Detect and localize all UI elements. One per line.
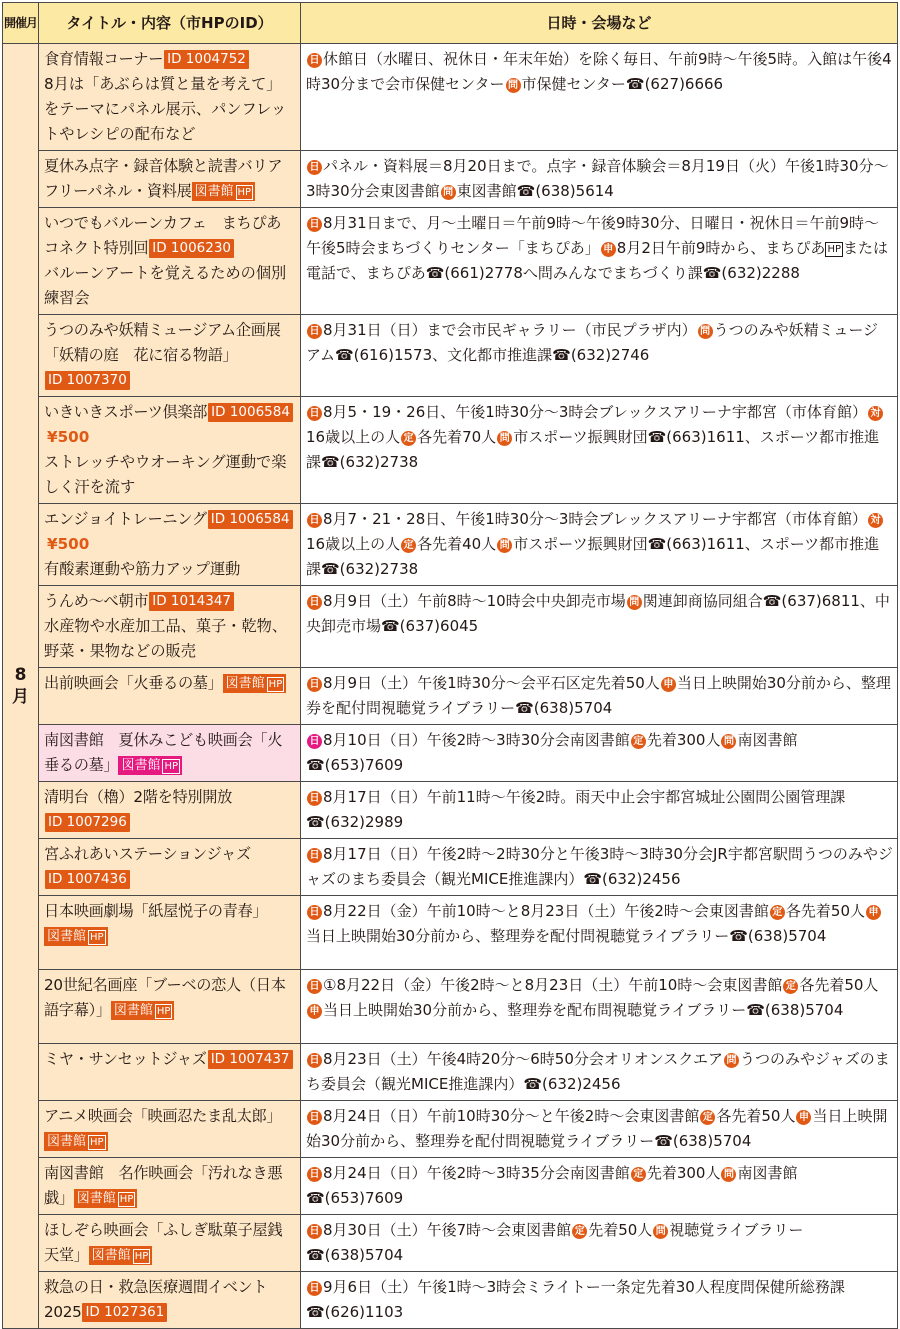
inquiry-mark-icon: 問 bbox=[627, 595, 642, 610]
event-title-cell bbox=[39, 1158, 301, 1215]
event-id-badge[interactable]: ID 1007436 bbox=[45, 870, 130, 889]
event-detail-cell bbox=[301, 315, 898, 397]
event-title: 宮ふれあいステーションジャズ bbox=[44, 845, 251, 863]
event-id-badge[interactable]: ID 1007437 bbox=[208, 1050, 293, 1069]
event-title-cell bbox=[39, 1101, 301, 1158]
inquiry-mark-icon: 問 bbox=[698, 324, 713, 339]
event-detail-cell bbox=[301, 782, 898, 839]
detail-text: 日 8月22日（金）午前10時～と8月23日（土）午後2時～会東図書館 定 各先着50人 申当日上映開始30分前から、整理券を配付問視聴覚ライブラリー☎(638)5704 bbox=[306, 902, 882, 945]
event-id-badge[interactable]: ID 1007296 bbox=[45, 813, 130, 832]
table-row bbox=[3, 504, 898, 586]
event-detail-cell bbox=[301, 151, 898, 208]
inquiry-mark-icon: 問 bbox=[721, 734, 736, 749]
event-title: エンジョイトレーニング bbox=[44, 510, 207, 528]
date-mark-icon: 日 bbox=[307, 595, 322, 610]
table-row bbox=[3, 1272, 898, 1329]
event-detail-cell bbox=[301, 1272, 898, 1329]
table-row bbox=[3, 668, 898, 725]
events-table bbox=[2, 2, 898, 1329]
inquiry-mark-icon: 問 bbox=[506, 78, 521, 93]
event-detail-cell bbox=[301, 397, 898, 504]
event-detail-cell bbox=[301, 586, 898, 668]
detail-text: 日 ①8月22日（金）午後2時～と8月23日（土）午前10時～会東図書館 定 各先着50人申 当日上映開始30分前から、整理券を配布問視聴覚ライブラリー☎(638)5704 bbox=[306, 976, 878, 1019]
event-title: いつでもバルーンカフェ まちぴあコネクト特別回 bbox=[44, 214, 282, 257]
event-id-badge[interactable]: ID 1006584 bbox=[208, 510, 293, 529]
event-id-badge[interactable]: ID 1006584 bbox=[208, 403, 293, 422]
date-mark-icon: 日 bbox=[307, 905, 322, 920]
event-title-cell bbox=[39, 151, 301, 208]
date-mark-icon: 日 bbox=[307, 1167, 322, 1182]
event-title: 食育情報コーナー bbox=[44, 50, 164, 68]
table-row bbox=[3, 208, 898, 315]
event-detail-cell bbox=[301, 725, 898, 782]
table-header-row bbox=[3, 3, 898, 44]
event-title: 20世紀名画座「ブーベの恋人（日本語字幕）」 bbox=[44, 976, 286, 1019]
library-hp-tag[interactable]: 図書館 HP bbox=[44, 927, 108, 946]
detail-text: 日 8月10日（日）午後2時～3時30分会南図書館 定 先着300人 問 南図書館☎(653)7609 bbox=[306, 731, 798, 774]
event-detail-cell bbox=[301, 208, 898, 315]
event-detail-cell bbox=[301, 1044, 898, 1101]
library-hp-tag[interactable]: 図書館 HP bbox=[111, 1001, 175, 1020]
event-title-cell bbox=[39, 839, 301, 896]
hp-box-icon: HP bbox=[164, 761, 179, 772]
event-title-cell bbox=[39, 315, 301, 397]
fee-label: ¥500 bbox=[47, 428, 90, 446]
event-title-cell bbox=[39, 1272, 301, 1329]
event-title-cell bbox=[39, 725, 301, 782]
event-title: いきいきスポーツ倶楽部 bbox=[44, 403, 208, 421]
event-detail-cell bbox=[301, 504, 898, 586]
library-hp-tag[interactable]: 図書館 HP bbox=[74, 1189, 138, 1208]
table-row bbox=[3, 1044, 898, 1101]
event-title-cell bbox=[39, 782, 301, 839]
table-row bbox=[3, 44, 898, 151]
inquiry-mark-icon: 問 bbox=[653, 1224, 668, 1239]
event-description: バルーンアートを覚えるための個別練習会 bbox=[44, 264, 287, 307]
event-id-badge[interactable]: ID 1014347 bbox=[149, 592, 234, 611]
target-mark-icon: 対 bbox=[868, 406, 883, 421]
event-description: ストレッチやウオーキング運動で楽しく汗を流す bbox=[44, 453, 287, 496]
table-row bbox=[3, 151, 898, 208]
header-detail: 日時・会場など bbox=[301, 3, 898, 44]
apply-mark-icon: 申 bbox=[601, 242, 616, 257]
event-detail-cell bbox=[301, 1215, 898, 1272]
event-detail-cell bbox=[301, 1101, 898, 1158]
event-title-cell bbox=[39, 586, 301, 668]
hp-box-icon: HP bbox=[134, 1251, 149, 1262]
capacity-mark-icon: 定 bbox=[572, 1224, 587, 1239]
event-title: 夏休み点字・録音体験と読書バリアフリーパネル・資料展 bbox=[44, 157, 283, 200]
header-title: タイトル・内容（市HPのID） bbox=[39, 3, 301, 44]
event-id-badge[interactable]: ID 1027361 bbox=[82, 1303, 167, 1322]
event-id-badge[interactable]: ID 1006230 bbox=[149, 239, 234, 258]
capacity-mark-icon: 定 bbox=[631, 734, 646, 749]
detail-text: 日 8月17日（日）午後2時～2時30分と午後3時～3時30分会JR宇都宮駅問うつのみやジャズのまち委員会（観光MICE推進課内）☎(632)2456 bbox=[306, 845, 893, 888]
target-mark-icon: 対 bbox=[868, 513, 883, 528]
event-detail-cell bbox=[301, 1158, 898, 1215]
capacity-mark-icon: 定 bbox=[770, 905, 785, 920]
detail-text: 日 8月30日（土）午後7時～会東図書館 定 先着50人 問 視聴覚ライブラリー☎(638)5704 bbox=[306, 1221, 804, 1264]
capacity-mark-icon: 定 bbox=[783, 979, 798, 994]
event-id-badge[interactable]: ID 1004752 bbox=[164, 50, 249, 69]
capacity-mark-icon: 定 bbox=[631, 1167, 646, 1182]
detail-text: 日 8月9日（土）午前8時～10時会中央卸売市場 問 関連卸商協同組合☎(637)6811、中央卸売市場☎(637)6045 bbox=[306, 592, 890, 635]
event-description: 8月は「あぶらは質と量を考えて」をテーマにパネル展示、パンフレットやレシピの配布など bbox=[44, 75, 287, 143]
table-row bbox=[3, 896, 898, 970]
event-detail-cell bbox=[301, 896, 898, 970]
apply-mark-icon: 申 bbox=[796, 1110, 811, 1125]
apply-mark-icon: 申 bbox=[661, 677, 676, 692]
date-mark-icon: 日 bbox=[307, 734, 322, 749]
detail-text: 日 8月9日（土）午後1時30分～会平石区定先着50人 申 当日上映開始30分前から、整理券を配付問視聴覚ライブラリー☎(638)5704 bbox=[306, 674, 891, 717]
date-mark-icon: 日 bbox=[307, 324, 322, 339]
inquiry-mark-icon: 問 bbox=[441, 185, 456, 200]
event-title-cell bbox=[39, 896, 301, 970]
event-title: 南図書館 夏休みこども映画会「火垂るの墓」 bbox=[44, 731, 283, 774]
event-detail-cell bbox=[301, 668, 898, 725]
table-row bbox=[3, 782, 898, 839]
date-mark-icon: 日 bbox=[307, 1224, 322, 1239]
date-mark-icon: 日 bbox=[307, 791, 322, 806]
event-title: ミヤ・サンセットジャズ bbox=[44, 1050, 207, 1068]
date-mark-icon: 日 bbox=[307, 513, 322, 528]
table-row bbox=[3, 1101, 898, 1158]
detail-text: 日 8月31日まで、月～土曜日＝午前9時～午後9時30分、日曜日・祝休日＝午前9時～午後5時会まちづくりセンター「まちぴあ」 申 8月2日午前9時から、まちぴあ HP または電話で、まちぴあ☎(661)2778へ問みんなでまちづくり課☎(632)2288 bbox=[306, 214, 889, 282]
library-hp-tag[interactable]: 図書館 HP bbox=[192, 182, 256, 201]
inquiry-mark-icon: 問 bbox=[497, 538, 512, 553]
date-mark-icon: 日 bbox=[307, 1281, 322, 1296]
table-row bbox=[3, 397, 898, 504]
event-title: 南図書館 名作映画会「汚れなき悪戯」 bbox=[44, 1164, 283, 1207]
capacity-mark-icon: 定 bbox=[401, 431, 416, 446]
hp-box-icon: HP bbox=[156, 1006, 171, 1017]
table-row bbox=[3, 586, 898, 668]
table-row bbox=[3, 970, 898, 1044]
event-title-cell bbox=[39, 44, 301, 151]
detail-text: 日 8月24日（日）午前10時30分～と午後2時～会東図書館 定 各先着50人 申 当日上映開始30分前から、整理券を配付問視聴覚ライブラリー☎(638)5704 bbox=[306, 1107, 888, 1150]
apply-mark-icon: 申 bbox=[307, 1004, 322, 1019]
event-detail-cell bbox=[301, 44, 898, 151]
table-row bbox=[3, 725, 898, 782]
event-title: アニメ映画会「映画忍たま乱太郎」 bbox=[44, 1107, 282, 1125]
event-title-cell bbox=[39, 1215, 301, 1272]
date-mark-icon: 日 bbox=[307, 1053, 322, 1068]
date-mark-icon: 日 bbox=[307, 53, 322, 68]
table-row bbox=[3, 315, 898, 397]
month-cell bbox=[3, 44, 39, 1329]
table-row bbox=[3, 1215, 898, 1272]
event-title-cell bbox=[39, 970, 301, 1044]
detail-text: 日 8月31日（日）まで会市民ギャラリー（市民プラザ内） 問 うつのみや妖精ミュージアム☎(616)1573、文化都市推進課☎(632)2746 bbox=[306, 321, 879, 364]
capacity-mark-icon: 定 bbox=[401, 538, 416, 553]
hp-box-icon: HP bbox=[268, 679, 283, 690]
date-mark-icon: 日 bbox=[307, 677, 322, 692]
event-title: 出前映画会「火垂るの墓」 bbox=[44, 674, 223, 692]
detail-text: 日 9月6日（土）午後1時～3時会ミライトー一条定先着30人程度問保健所総務課☎(626)1103 bbox=[306, 1278, 845, 1321]
event-title: 日本映画劇場「紙屋悦子の青春」 bbox=[44, 902, 268, 920]
detail-text: 日 8月23日（土）午後4時20分～6時50分会オリオンスクエア 問 うつのみやジャズのまち委員会（観光MICE推進課内）☎(632)2456 bbox=[306, 1050, 890, 1093]
event-title-cell bbox=[39, 504, 301, 586]
apply-mark-icon: 申 bbox=[866, 905, 881, 920]
library-hp-tag[interactable]: 図書館 HP bbox=[44, 1132, 108, 1151]
date-mark-icon: 日 bbox=[307, 979, 322, 994]
library-hp-tag[interactable]: 図書館 HP bbox=[89, 1246, 153, 1265]
event-title: 救急の日・救急医療週間イベント2025 bbox=[44, 1278, 268, 1321]
detail-text: 日 8月7・21・28日、午後1時30分～3時会ブレックスアリーナ宇都宮（市体育館） 対16歳以上の人 定 各先着40人 問 市スポーツ振興財団☎(663)1611、スポーツ都市推進課☎(632)2738 bbox=[306, 510, 884, 578]
event-detail-cell bbox=[301, 970, 898, 1044]
event-id-badge[interactable]: ID 1007370 bbox=[45, 371, 130, 390]
event-title-cell bbox=[39, 397, 301, 504]
detail-text: 日 8月24日（日）午後2時～3時35分会南図書館 定 先着300人 問 南図書館☎(653)7609 bbox=[306, 1164, 798, 1207]
event-title: うつのみや妖精ミュージアム企画展「妖精の庭 花に宿る物語」 bbox=[44, 321, 281, 364]
hp-box-icon: HP bbox=[90, 932, 104, 943]
hp-box-icon: HP bbox=[90, 1137, 104, 1148]
event-title: ほしぞら映画会「ふしぎ駄菓子屋銭天堂」 bbox=[44, 1221, 283, 1264]
detail-text: 日 パネル・資料展＝8月20日まで。点字・録音体験会＝8月19日（火）午後1時30分～3時30分会東図書館 問 東図書館☎(638)5614 bbox=[306, 157, 889, 200]
month-label: 8月 bbox=[12, 665, 29, 707]
event-detail-cell bbox=[301, 839, 898, 896]
header-month: 開催月 bbox=[3, 3, 39, 44]
date-mark-icon: 日 bbox=[307, 1110, 322, 1125]
library-hp-tag[interactable]: 図書館 HP bbox=[118, 756, 182, 775]
event-description: 水産物や水産加工品、菓子・乾物、野菜・果物などの販売 bbox=[44, 617, 287, 660]
event-title: 清明台（櫓）2階を特別開放 bbox=[44, 788, 233, 806]
date-mark-icon: 日 bbox=[307, 848, 322, 863]
event-title: うんめ～べ朝市 bbox=[44, 592, 149, 610]
table-row bbox=[3, 839, 898, 896]
detail-text: 日 8月5・19・26日、午後1時30分～3時会ブレックスアリーナ宇都宮（市体育館） 対16歳以上の人 定 各先着70人 問 市スポーツ振興財団☎(663)1611、スポーツ都市推進課☎(632)2738 bbox=[306, 403, 884, 471]
event-title-cell bbox=[39, 668, 301, 725]
table-row bbox=[3, 1158, 898, 1215]
capacity-mark-icon: 定 bbox=[700, 1110, 715, 1125]
date-mark-icon: 日 bbox=[307, 217, 322, 232]
inquiry-mark-icon: 問 bbox=[497, 431, 512, 446]
library-hp-tag[interactable]: 図書館 HP bbox=[223, 674, 287, 693]
event-title-cell bbox=[39, 208, 301, 315]
detail-text: 日 休館日（水曜日、祝休日・年末年始）を除く毎日、午前9時～午後5時。入館は午後4時30分まで会市保健センター 問 市保健センター☎(627)6666 bbox=[306, 50, 892, 93]
date-mark-icon: 日 bbox=[307, 406, 322, 421]
event-title-cell bbox=[39, 1044, 301, 1101]
event-description: 有酸素運動や筋力アップ運動 bbox=[44, 560, 241, 578]
inquiry-mark-icon: 問 bbox=[724, 1053, 739, 1068]
hp-box-icon: HP bbox=[237, 187, 252, 198]
fee-label: ¥500 bbox=[47, 535, 90, 553]
hp-box-icon: HP bbox=[827, 244, 841, 255]
hp-box-icon: HP bbox=[119, 1194, 134, 1205]
date-mark-icon: 日 bbox=[307, 160, 322, 175]
inquiry-mark-icon: 問 bbox=[721, 1167, 736, 1182]
detail-text: 日 8月17日（日）午前11時～午後2時。雨天中止会宇都宮城址公園問公園管理課☎(632)2989 bbox=[306, 788, 846, 831]
